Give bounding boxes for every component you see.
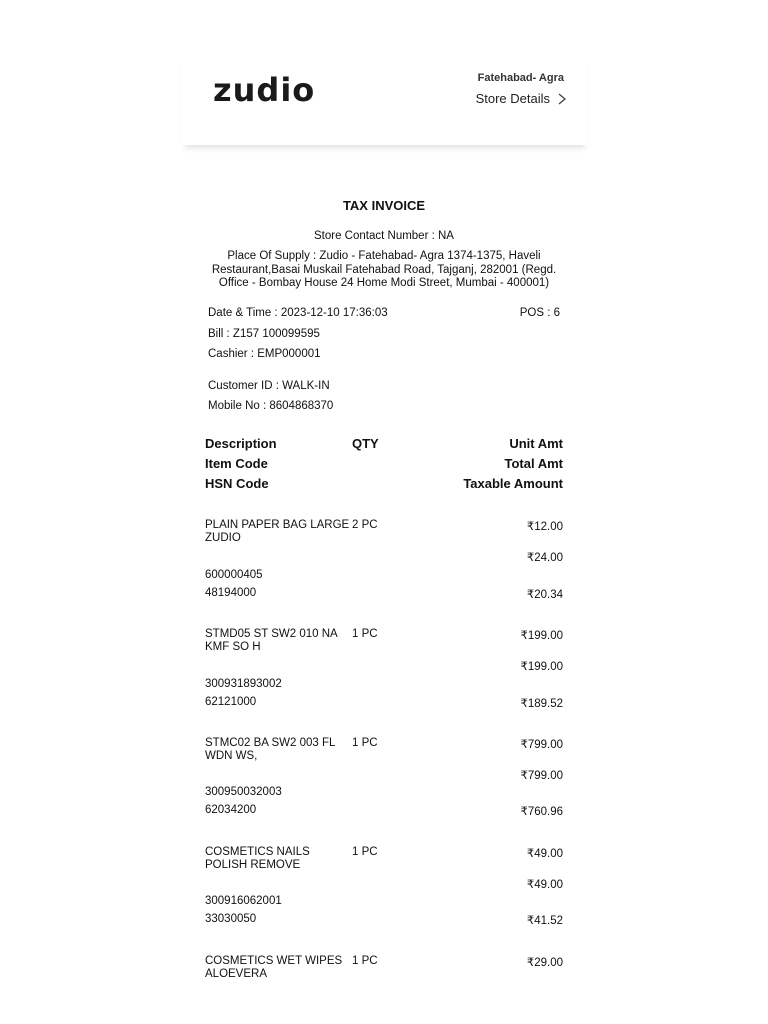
item-desc-line2: WDN WS,	[205, 750, 258, 762]
item-desc-line2: KMF SO H	[205, 641, 261, 653]
item-code: 300931893002	[205, 678, 282, 690]
item-hsn: 48194000	[205, 587, 257, 599]
chevron-right-icon	[556, 92, 568, 106]
col-description: Description	[205, 436, 277, 451]
item-total-amt: ₹799.00	[520, 770, 563, 782]
item-hsn: 33030050	[205, 913, 257, 925]
item-code: 600000405	[205, 569, 263, 581]
item-unit-amt: ₹49.00	[526, 848, 563, 860]
item-hsn: 62034200	[205, 804, 257, 816]
zudio-logo	[213, 73, 343, 114]
item-code: 300916062001	[205, 895, 282, 907]
pos-number: POS : 6	[519, 307, 560, 319]
svg-text:zudio: zudio	[213, 73, 316, 109]
item-total-amt: ₹49.00	[526, 879, 563, 891]
item-hsn: 62121000	[205, 696, 257, 708]
item-taxable: ₹760.96	[520, 806, 563, 818]
store-details-label: Store Details	[475, 91, 550, 106]
item-taxable: ₹41.52	[526, 915, 563, 927]
item-desc-line1: STMD05 ST SW2 010 NA	[205, 628, 338, 640]
col-hsn-code: HSN Code	[205, 476, 269, 491]
item-total-amt: ₹24.00	[526, 552, 563, 564]
cashier: Cashier : EMP000001	[208, 348, 321, 360]
item-qty: 1 PC	[352, 628, 378, 640]
date-time: Date & Time : 2023-12-10 17:36:03	[208, 307, 388, 319]
item-code: 300950032003	[205, 786, 282, 798]
store-name: Fatehabad- Agra	[477, 72, 564, 84]
item-desc-line1: PLAIN PAPER BAG LARGE	[205, 519, 350, 531]
item-qty: 1 PC	[352, 737, 378, 749]
item-unit-amt: ₹199.00	[520, 630, 563, 642]
item-desc-line2: ALOEVERA	[205, 968, 267, 980]
item-qty: 2 PC	[352, 519, 378, 531]
item-total-amt: ₹199.00	[520, 661, 563, 673]
item-taxable: ₹189.52	[520, 698, 563, 710]
store-details-link[interactable]	[476, 91, 568, 106]
item-qty: 1 PC	[352, 846, 378, 858]
customer-id: Customer ID : WALK-IN	[208, 380, 330, 392]
bill-number: Bill : Z157 100099595	[208, 328, 320, 340]
place-of-supply: Place Of Supply : Zudio - Fatehabad- Agra 1374-1375, Haveli Restaurant,Basai Muskail Fatehabad Road, Tajganj, 282001 (Regd. Office - Bombay House 24 Home Modi Street, Mumbai - 400001)	[211, 250, 557, 289]
item-taxable: ₹20.34	[526, 589, 563, 601]
col-total-amt: Total Amt	[504, 456, 563, 471]
invoice-title: TAX INVOICE	[342, 198, 426, 213]
item-desc-line2: POLISH REMOVE	[205, 859, 301, 871]
col-item-code: Item Code	[205, 456, 268, 471]
item-desc-line1: COSMETICS WET WIPES	[205, 955, 343, 967]
item-qty: 1 PC	[352, 955, 378, 967]
item-unit-amt: ₹29.00	[526, 957, 563, 969]
item-desc-line1: STMC02 BA SW2 003 FL	[205, 737, 336, 749]
item-unit-amt: ₹799.00	[520, 739, 563, 751]
mobile-number: Mobile No : 8604868370	[208, 400, 334, 412]
item-unit-amt: ₹12.00	[526, 521, 563, 533]
item-desc-line1: COSMETICS NAILS	[205, 846, 310, 858]
col-qty: QTY	[352, 436, 379, 451]
store-header	[182, 56, 588, 145]
item-desc-line2: ZUDIO	[205, 532, 241, 544]
store-contact: Store Contact Number : NA	[314, 230, 454, 242]
col-unit-amt: Unit Amt	[509, 436, 563, 451]
col-taxable-amount: Taxable Amount	[463, 476, 563, 491]
